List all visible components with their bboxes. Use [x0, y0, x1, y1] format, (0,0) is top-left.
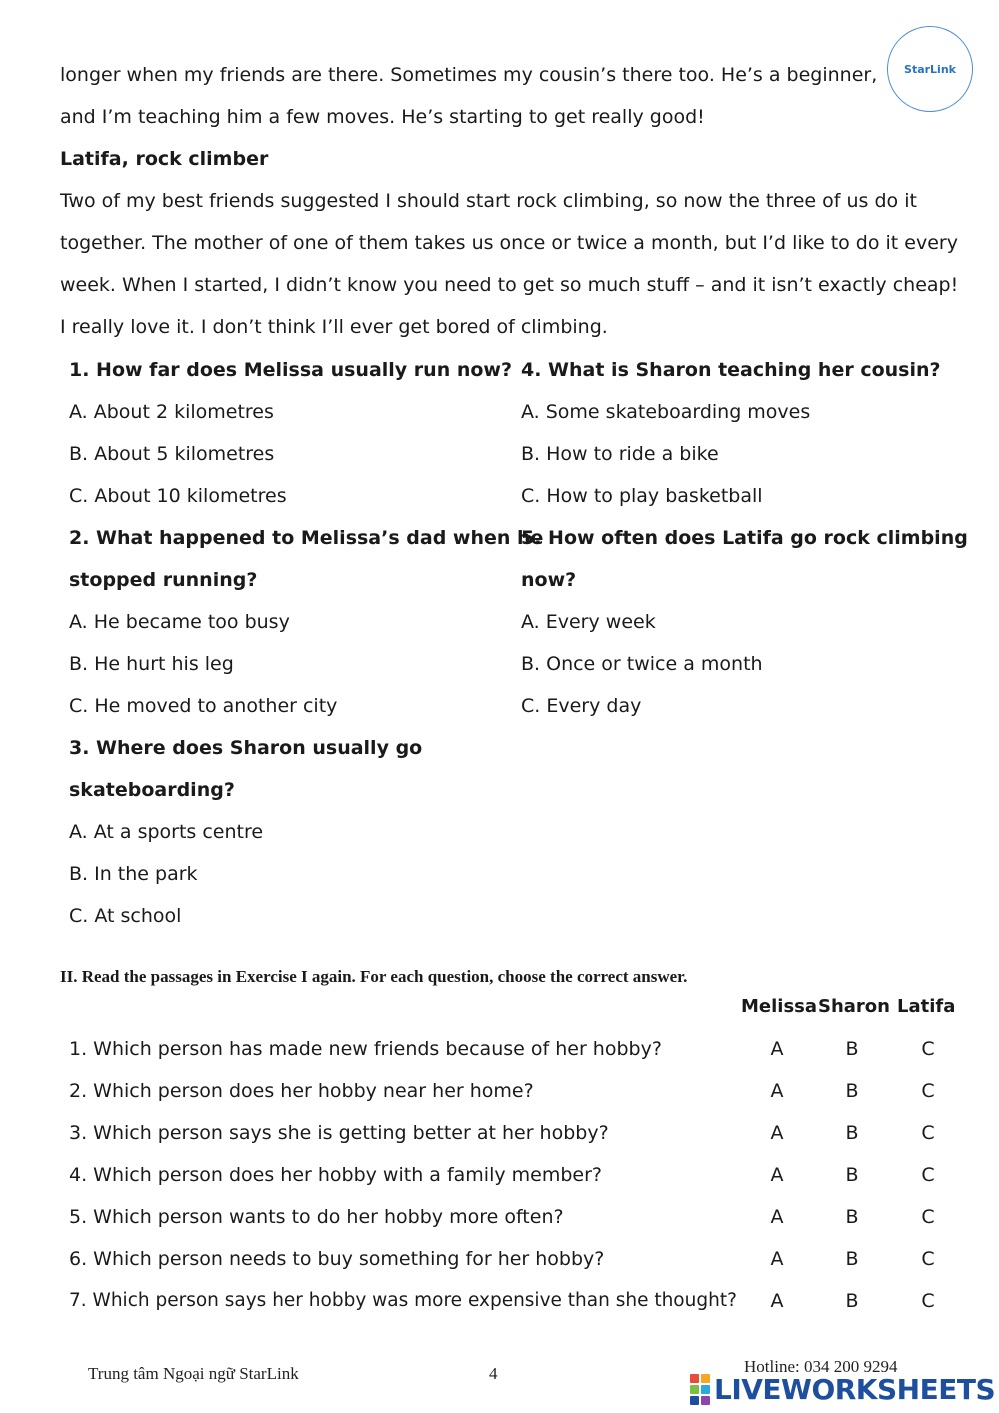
header-latifa: Latifa — [897, 996, 956, 1017]
choice-c[interactable]: C — [921, 1038, 935, 1060]
question-2: 2. What happened to Melissa’s dad when he — [69, 527, 544, 549]
question-5-cont: now? — [521, 569, 577, 591]
reading-passage — [60, 54, 959, 348]
choice-a[interactable]: A — [770, 1206, 784, 1228]
exercise-2-table — [69, 1028, 969, 1322]
row-question: 7. Which person says her hobby was more expensive than she thought? — [69, 1290, 737, 1311]
row-question: 2. Which person does her hobby near her home? — [69, 1080, 534, 1102]
option-5b[interactable]: B. Once or twice a month — [521, 653, 763, 675]
option-2a[interactable]: A. He became too busy — [69, 611, 290, 633]
choice-a[interactable]: A — [770, 1080, 784, 1102]
question-4: 4. What is Sharon teaching her cousin? — [521, 359, 941, 381]
liveworksheets-text: LIVEWORKSHEETS — [714, 1372, 996, 1406]
table-row — [69, 1196, 969, 1238]
footer-center-name: Trung tâm Ngoại ngữ StarLink — [88, 1364, 299, 1383]
choice-b[interactable]: B — [845, 1164, 859, 1186]
choice-b[interactable]: B — [845, 1080, 859, 1102]
option-2b[interactable]: B. He hurt his leg — [69, 653, 234, 675]
option-1c[interactable]: C. About 10 kilometres — [69, 485, 287, 507]
choice-c[interactable]: C — [921, 1080, 935, 1102]
choice-c[interactable]: C — [921, 1122, 935, 1144]
option-1a[interactable]: A. About 2 kilometres — [69, 401, 274, 423]
passage-line: together. The mother of one of them takes us once or twice a month, but I’d like to do it every — [60, 232, 958, 254]
choice-a[interactable]: A — [770, 1164, 784, 1186]
choice-a[interactable]: A — [770, 1290, 784, 1312]
choice-a[interactable]: A — [770, 1248, 784, 1270]
question-2-cont: stopped running? — [69, 569, 258, 591]
choice-a[interactable]: A — [770, 1122, 784, 1144]
question-3-cont: skateboarding? — [69, 779, 235, 801]
row-question: 5. Which person wants to do her hobby more often? — [69, 1206, 564, 1228]
choice-b[interactable]: B — [845, 1122, 859, 1144]
exercise-2-instruction: II. Read the passages in Exercise I again. For each question, choose the correct answer. — [60, 967, 688, 986]
table-row — [69, 1028, 969, 1070]
option-4a[interactable]: A. Some skateboarding moves — [521, 401, 811, 423]
logo-text: StarLink — [904, 62, 956, 76]
table-row — [69, 1238, 969, 1280]
passage-line: I really love it. I don’t think I’ll ever get bored of climbing. — [60, 316, 608, 338]
option-3a[interactable]: A. At a sports centre — [69, 821, 264, 843]
choice-c[interactable]: C — [921, 1290, 935, 1312]
choice-a[interactable]: A — [770, 1038, 784, 1060]
liveworksheets-watermark — [690, 1372, 995, 1406]
question-1: 1. How far does Melissa usually run now? — [69, 359, 512, 381]
row-question: 3. Which person says she is getting better at her hobby? — [69, 1122, 609, 1144]
option-1b[interactable]: B. About 5 kilometres — [69, 443, 275, 465]
liveworksheets-logo-icon — [690, 1374, 710, 1405]
table-row — [69, 1112, 969, 1154]
choice-b[interactable]: B — [845, 1290, 859, 1312]
row-question: 6. Which person needs to buy something for her hobby? — [69, 1248, 605, 1270]
latifa-heading: Latifa, rock climber — [60, 148, 269, 170]
table-row — [69, 1154, 969, 1196]
question-5: 5. How often does Latifa go rock climbing — [521, 527, 968, 549]
passage-line: Two of my best friends suggested I should start rock climbing, so now the three of us do it — [60, 190, 917, 212]
row-question: 4. Which person does her hobby with a family member? — [69, 1164, 603, 1186]
option-4b[interactable]: B. How to ride a bike — [521, 443, 719, 465]
passage-line: longer when my friends are there. Sometimes my cousin’s there too. He’s a beginner, — [60, 64, 878, 86]
questions-left-column — [69, 349, 543, 937]
option-5a[interactable]: A. Every week — [521, 611, 656, 633]
footer-hotline: Hotline: 034 200 9294 — [744, 1357, 898, 1376]
choice-c[interactable]: C — [921, 1164, 935, 1186]
choice-c[interactable]: C — [921, 1248, 935, 1270]
option-2c[interactable]: C. He moved to another city — [69, 695, 338, 717]
table-row — [69, 1280, 969, 1322]
option-3b[interactable]: B. In the park — [69, 863, 198, 885]
option-5c[interactable]: C. Every day — [521, 695, 642, 717]
choice-b[interactable]: B — [845, 1038, 859, 1060]
questions-right-column — [521, 349, 968, 727]
choice-c[interactable]: C — [921, 1206, 935, 1228]
choice-b[interactable]: B — [845, 1248, 859, 1270]
option-3c[interactable]: C. At school — [69, 905, 182, 927]
footer-page-number: 4 — [489, 1364, 498, 1383]
question-3: 3. Where does Sharon usually go — [69, 737, 423, 759]
header-melissa: Melissa — [741, 996, 818, 1017]
choice-b[interactable]: B — [845, 1206, 859, 1228]
row-question: 1. Which person has made new friends because of her hobby? — [69, 1038, 662, 1060]
option-4c[interactable]: C. How to play basketball — [521, 485, 763, 507]
passage-line: and I’m teaching him a few moves. He’s starting to get really good! — [60, 106, 705, 128]
table-row — [69, 1070, 969, 1112]
header-sharon: Sharon — [818, 996, 890, 1017]
passage-line: week. When I started, I didn’t know you need to get so much stuff – and it isn’t exactly cheap! — [60, 274, 959, 296]
